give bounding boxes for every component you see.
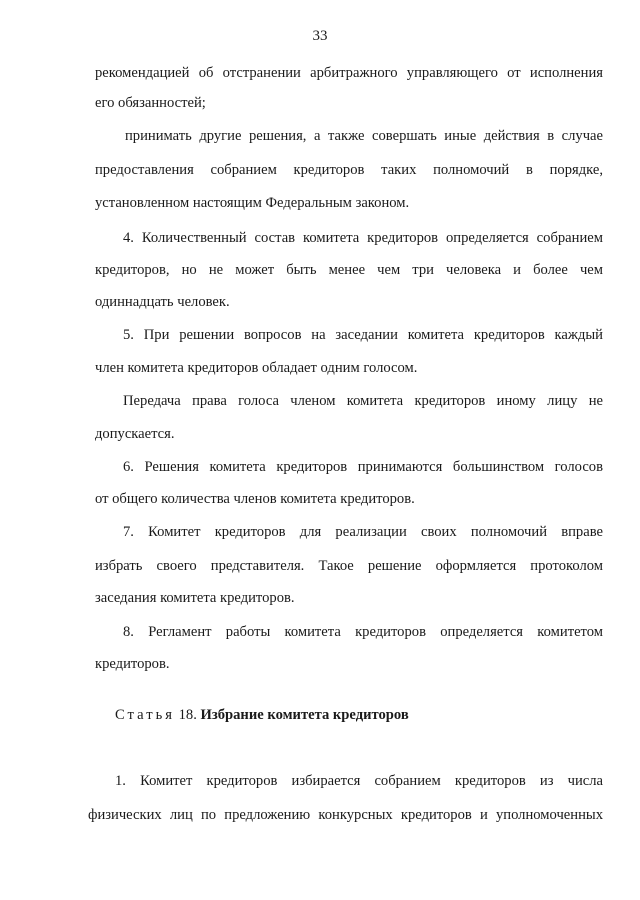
article-prefix: Статья <box>115 707 175 723</box>
text-line: 6. Решения комитета кредиторов принимаются большинством голосов <box>123 459 603 475</box>
text-line: кредиторов, но не может быть менее чем три человека и более чем <box>95 262 603 278</box>
text-line: 1. Комитет кредиторов избирается собранием кредиторов из числа <box>115 773 603 789</box>
text-line: физических лиц по предложению конкурсных кредиторов и уполномоченных <box>88 807 603 823</box>
text-line: одиннадцать человек. <box>95 294 230 310</box>
top-edge-mark <box>298 0 348 3</box>
page-number: 33 <box>312 28 328 44</box>
text-line: предоставления собранием кредиторов таких полномочий в порядке, <box>95 162 603 178</box>
text-line: установленном настоящим Федеральным законом. <box>95 195 410 211</box>
article-heading <box>115 706 409 724</box>
article-title: Избрание комитета кредиторов <box>200 707 409 723</box>
text-line: 7. Комитет кредиторов для реализации своих полномочий вправе <box>123 524 603 540</box>
text-line: Передача права голоса членом комитета кредиторов иному лицу не <box>123 393 603 409</box>
text-line: принимать другие решения, а также совершать иные действия в случае <box>125 128 603 144</box>
text-line: рекомендацией об отстранении арбитражного управляющего от исполнения <box>95 65 603 81</box>
text-line: 8. Регламент работы комитета кредиторов определяется комитетом <box>123 624 603 640</box>
text-line: член комитета кредиторов обладает одним голосом. <box>95 360 418 376</box>
text-line: его обязанностей; <box>95 95 206 111</box>
text-line: 5. При решении вопросов на заседании комитета кредиторов каждый <box>123 327 603 343</box>
text-line: от общего количества членов комитета кредиторов. <box>95 491 415 507</box>
text-line: кредиторов. <box>95 656 170 672</box>
text-line: избрать своего представителя. Такое решение оформляется протоколом <box>95 558 603 574</box>
text-line: 4. Количественный состав комитета кредиторов определяется собранием <box>123 230 603 246</box>
text-line: допускается. <box>95 426 175 442</box>
article-number: 18. <box>174 707 201 723</box>
text-line: заседания комитета кредиторов. <box>95 590 295 606</box>
